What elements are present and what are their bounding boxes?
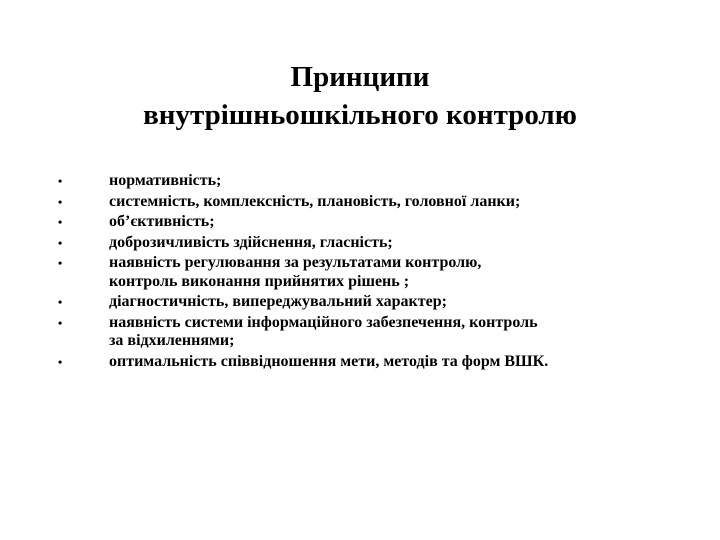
bullet-icon: • bbox=[58, 174, 63, 188]
list-item-text: діагностичність, випереджувальний характер; bbox=[109, 293, 447, 310]
list-item bbox=[52, 234, 682, 253]
list-item-text: нормативність; bbox=[109, 172, 222, 189]
list-item-text: системність, комплексність, плановість, головної ланки; bbox=[109, 192, 521, 210]
bullet-icon: • bbox=[58, 295, 63, 309]
list-item bbox=[52, 193, 682, 212]
list-item bbox=[52, 293, 682, 312]
bullet-icon: • bbox=[58, 354, 63, 369]
slide-title-line-1: Принципи bbox=[290, 61, 430, 93]
bullet-icon: • bbox=[58, 215, 63, 229]
bullet-icon: • bbox=[58, 256, 63, 270]
list-item bbox=[52, 314, 682, 351]
list-item bbox=[52, 353, 682, 372]
list-item bbox=[52, 172, 682, 191]
slide-title-line-2: внутрішньошкільного контролю bbox=[143, 99, 577, 131]
bullet-icon: • bbox=[58, 315, 63, 330]
principles-list bbox=[52, 172, 682, 373]
bullet-icon: • bbox=[58, 194, 63, 209]
list-item bbox=[52, 213, 682, 232]
bullet-icon: • bbox=[58, 235, 63, 250]
list-item-text-line-1: наявність регулювання за результатами контролю, bbox=[109, 254, 482, 271]
list-item bbox=[52, 254, 682, 291]
list-item-text: оптимальність співвідношення мети, методів та форм ВШК. bbox=[109, 352, 549, 370]
list-item-text: об’єктивність; bbox=[109, 213, 215, 230]
list-item-text-line-2: контроль виконання прийнятих рішень ; bbox=[109, 272, 410, 290]
list-item-text: доброзичливість здійснення, гласність; bbox=[109, 233, 393, 251]
slide-title bbox=[60, 58, 660, 134]
list-item-text-line-1: наявність системи інформаційного забезпечення, контроль bbox=[109, 313, 538, 331]
list-item-text-line-2: за відхиленнями; bbox=[109, 332, 235, 349]
